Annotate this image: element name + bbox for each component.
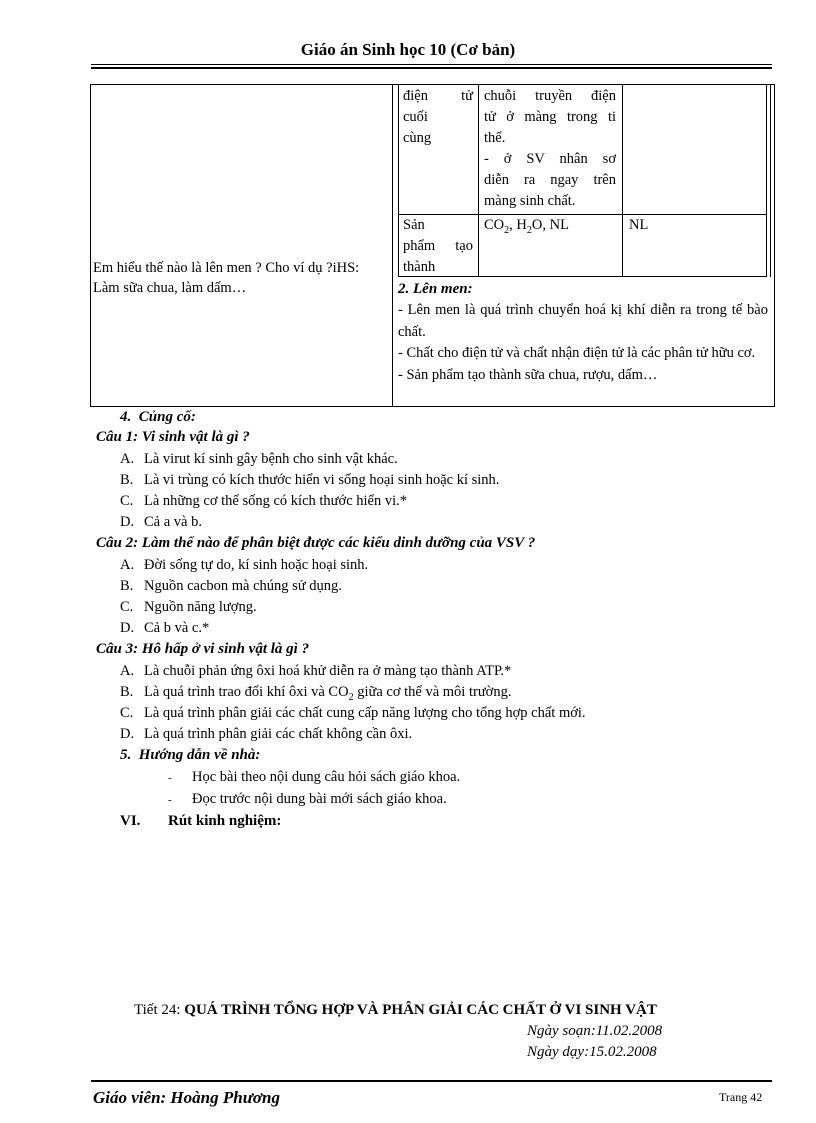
option-text: Là những cơ thể sống có kích thước hiển vi.*	[144, 493, 407, 509]
question-1-option-a	[120, 451, 398, 468]
products-o-nl: O, NL	[531, 217, 569, 233]
option-text: Cả b và c.*	[144, 620, 210, 636]
question-3-option-c	[120, 705, 586, 722]
row2-label-line: phẩm tạo	[403, 238, 473, 254]
option-text: Là chuỗi phản ứng ôxi hoá khử diễn ra ở màng tạo thành ATP.*	[144, 663, 512, 679]
question-3-option-a	[120, 663, 511, 680]
experience-label: Rút kinh nghiệm:	[168, 813, 282, 829]
fermentation-title: 2. Lên men:	[398, 281, 473, 297]
row1-mechanism-line: chuỗi truyền điện	[484, 88, 616, 104]
fermentation-line: - Lên men là quá trình chuyển hoá kị khí diễn ra trong tế bào chất.	[398, 302, 768, 340]
fermentation-body	[398, 300, 768, 386]
row1-mechanism-line: thể.	[484, 130, 506, 146]
document-header-title: Giáo án Sinh học 10 (Cơ bản)	[300, 40, 516, 59]
option-letter: B.	[120, 578, 134, 594]
dash-bullet: -	[168, 772, 172, 784]
experience-number: VI.	[120, 813, 141, 829]
option-text: Là virut kí sinh gây bệnh cho sinh vật khác.	[144, 451, 398, 467]
row1-label	[403, 86, 473, 149]
option-letter: B.	[120, 684, 134, 700]
products-co: CO	[484, 217, 505, 233]
left-question-text: Em hiểu thế nào là lên men ? Cho ví dụ ?iHS: Làm sữa chua, làm dấm…	[93, 260, 360, 296]
row1-label-line: cuối	[403, 109, 428, 125]
date-prepared: Ngày soạn:11.02.2008	[527, 1023, 663, 1039]
footer-rule	[91, 1080, 772, 1082]
option-text: Nguồn cacbon mà chúng sử dụng.	[144, 578, 342, 594]
option-letter: B.	[120, 472, 134, 488]
row1-label-line: cùng	[403, 130, 432, 146]
header-rule-thick	[91, 67, 772, 69]
option-letter: A.	[120, 451, 135, 467]
homework-heading	[120, 747, 260, 764]
homework-label: Hướng dẫn về nhà:	[138, 747, 261, 763]
row1-mechanism	[484, 86, 616, 212]
option-letter: D.	[120, 514, 135, 530]
option-text: Là quá trình phân giải các chất cung cấp năng lượng cho tổng hợp chất mới.	[144, 705, 586, 721]
option-letter: C.	[120, 705, 134, 721]
consolidation-number: 4.	[120, 409, 132, 425]
row1-mechanism-line: tử ở màng trong ti	[484, 109, 616, 125]
option-text: Là quá trình trao đổi khí ôxi và CO	[144, 684, 349, 700]
option-text: Cả a và b.	[144, 514, 202, 530]
question-1-option-b	[120, 472, 499, 489]
question-3-option-d	[120, 726, 412, 743]
next-lesson-name: QUÁ TRÌNH TỔNG HỢP VÀ PHÂN GIẢI CÁC CHẤT Ở VI SINH VẬT	[184, 1002, 657, 1018]
comparison-col-divider-1	[478, 84, 479, 277]
row2-fermentation-products: NL	[629, 217, 649, 233]
row2-label	[403, 215, 473, 278]
products-h: , H	[509, 217, 527, 233]
question-1-option-c	[120, 493, 407, 510]
products-h-sub: 2	[526, 224, 532, 236]
option-text: Là vi trùng có kích thước hiển vi sống hoại sinh hoặc kí sinh.	[144, 472, 500, 488]
option-letter: C.	[120, 599, 134, 615]
option-letter: C.	[120, 493, 134, 509]
homework-item	[168, 791, 447, 808]
page-number: Trang 42	[719, 1090, 763, 1104]
option-letter: A.	[120, 663, 135, 679]
homework-number: 5.	[120, 747, 132, 763]
option-subscript: 2	[348, 691, 354, 703]
teacher-name: Giáo viên: Hoàng Phương	[93, 1088, 280, 1107]
question-2-option-a	[120, 557, 368, 574]
next-lesson-title	[134, 1002, 657, 1019]
date-taught: Ngày dạy:15.02.2008	[527, 1044, 657, 1060]
option-text: Là quá trình phân giải các chất không cần ôxi.	[144, 726, 413, 742]
question-2: Câu 2: Làm thế nào để phân biệt được các kiểu dinh dưỡng của VSV ?	[96, 535, 536, 551]
option-text: Nguồn năng lượng.	[144, 599, 257, 615]
option-letter: D.	[120, 620, 135, 636]
option-letter: D.	[120, 726, 135, 742]
row1-mechanism-line: diễn ra ngay trên	[484, 172, 616, 188]
question-2-option-b	[120, 578, 342, 595]
experience-heading	[120, 813, 281, 830]
row1-mechanism-line: - ở SV nhân sơ	[484, 151, 616, 167]
option-text-cont: giữa cơ thể và môi trường.	[353, 684, 512, 700]
question-1-option-d	[120, 514, 202, 531]
row2-label-line: thành	[403, 259, 436, 275]
homework-item-text: Học bài theo nội dung câu hỏi sách giáo khoa.	[192, 769, 461, 785]
question-2-option-c	[120, 599, 257, 616]
header-rule-thin	[91, 64, 772, 65]
row1-label-line: điện tử	[403, 88, 473, 104]
consolidation-label: Củng cố:	[138, 409, 196, 425]
products-co-sub: 2	[504, 224, 510, 236]
table-column-divider	[392, 84, 393, 407]
option-letter: A.	[120, 557, 135, 573]
row1-mechanism-line: màng sinh chất.	[484, 193, 576, 209]
question-2-option-d	[120, 620, 209, 637]
row2-label-line: Sản	[403, 217, 425, 233]
option-text: Đời sống tự do, kí sinh hoặc hoại sinh.	[144, 557, 369, 573]
consolidation-heading	[120, 409, 196, 426]
fermentation-line: - Chất cho điện tử và chất nhận điện tử là các phân tử hữu cơ.	[398, 345, 756, 361]
homework-item	[168, 769, 460, 786]
question-1: Câu 1: Vi sinh vật là gì ?	[96, 429, 250, 445]
question-3-option-b	[120, 684, 511, 703]
question-3: Câu 3: Hô hấp ở vi sinh vật là gì ?	[96, 641, 310, 657]
dash-bullet: -	[168, 794, 172, 806]
next-lesson-prefix: Tiết 24:	[134, 1002, 185, 1018]
comparison-double-border	[770, 84, 771, 277]
comparison-col-divider-2	[622, 84, 623, 277]
homework-item-text: Đọc trước nội dung bài mới sách giáo khoa.	[192, 791, 447, 807]
row2-products	[484, 215, 569, 241]
fermentation-line: - Sản phẩm tạo thành sữa chua, rượu, dấm…	[398, 366, 658, 383]
